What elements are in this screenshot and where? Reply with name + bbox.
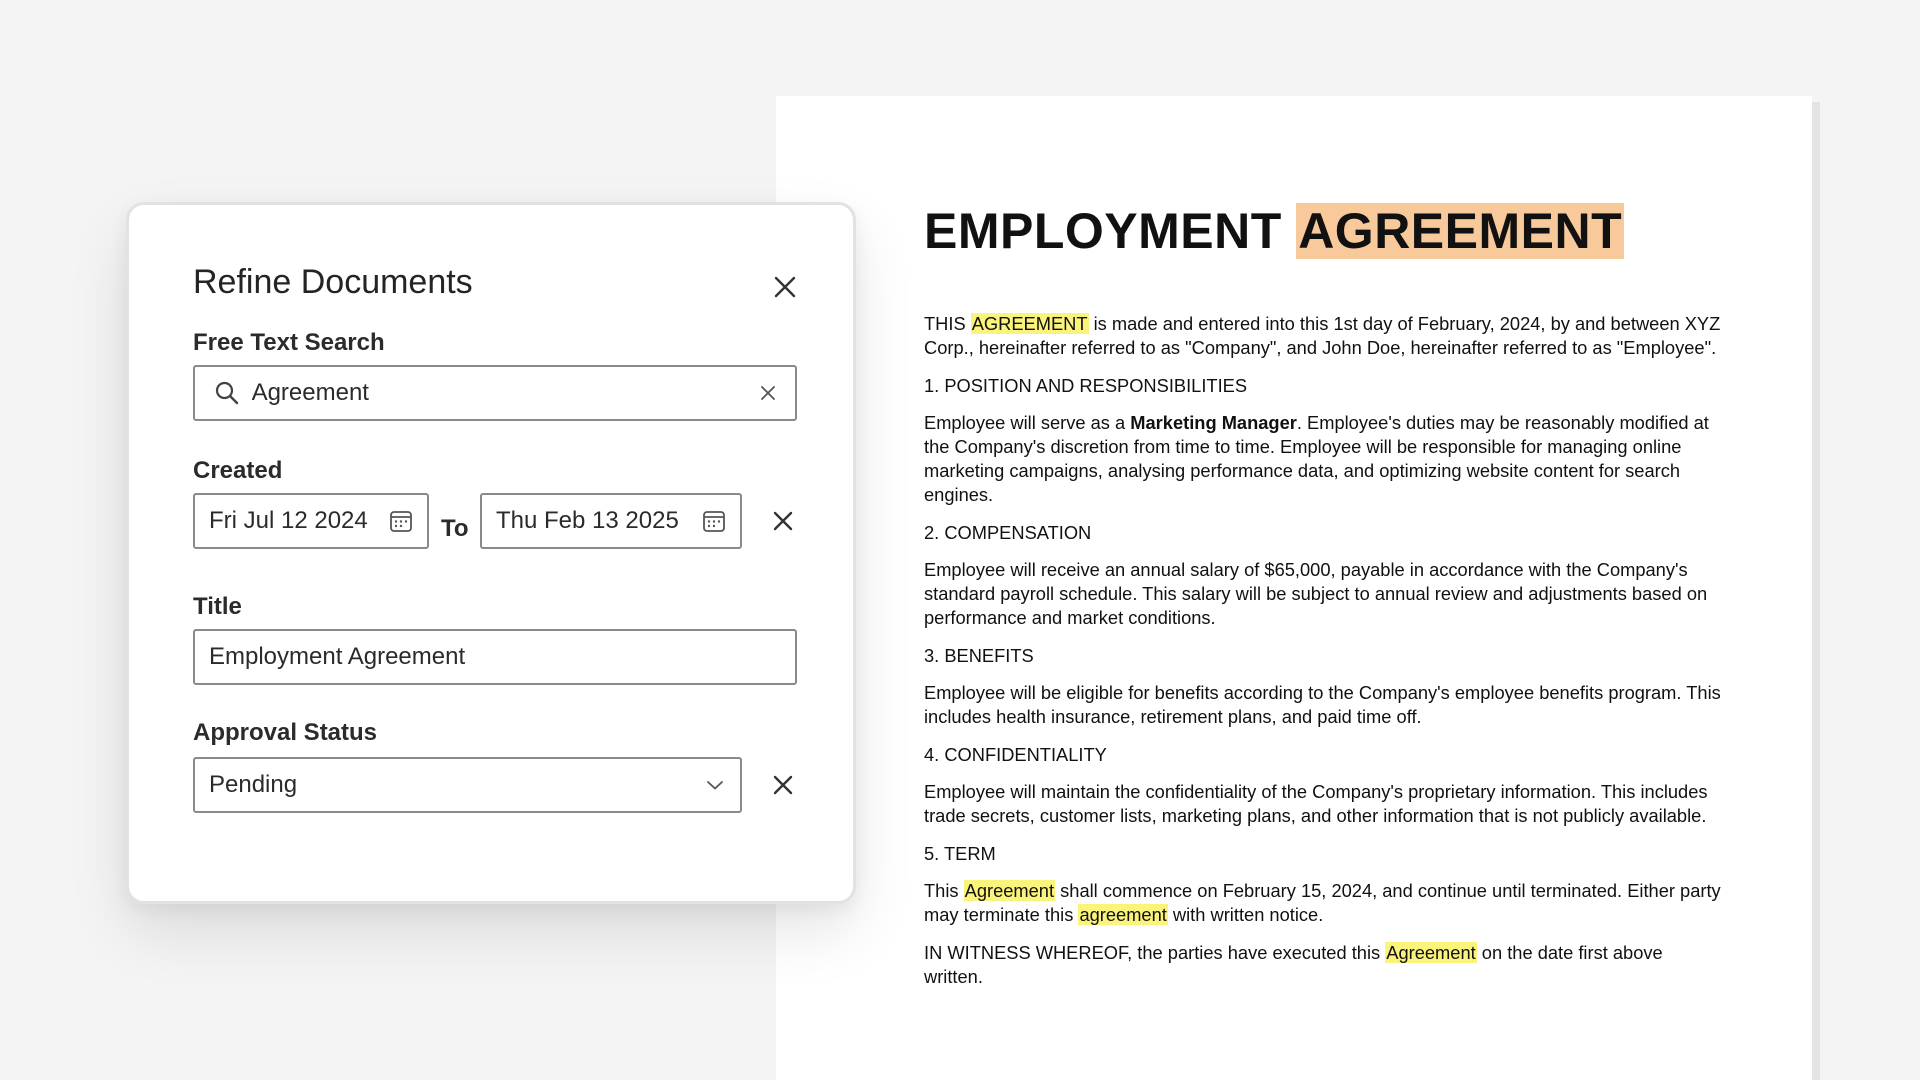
paragraph-text: shall commence on February 15, 2024, and continue until terminated. Either party may terminate this (924, 880, 1721, 925)
close-button[interactable] (769, 271, 801, 303)
date-to-field[interactable] (480, 493, 742, 549)
paragraph-compensation: Employee will receive an annual salary of $65,000, payable in accordance with the Company's standard payroll schedule. This salary will be subject to annual review and adjustments based on performance and market conditions. (924, 559, 1708, 628)
panel-title: Refine Documents (193, 263, 473, 301)
paragraph-text: is made and entered into this 1st day of February, 2024, by and between XYZ Corp., hereinafter referred to as "Company", and John Doe, hereinafter referred to as "Employee". (924, 313, 1721, 358)
section-heading: 3. BENEFITS (924, 645, 1034, 666)
date-to-calendar-button[interactable] (698, 509, 730, 533)
date-from-field[interactable] (193, 493, 429, 549)
document-title-highlight: AGREEMENT (1298, 203, 1623, 259)
paragraph-text: IN WITNESS WHEREOF, the parties have executed this (924, 942, 1386, 963)
paragraph-benefits: Employee will be eligible for benefits according to the Company's employee benefits program. This includes health insurance, retirement plans, and paid time off. (924, 682, 1721, 727)
date-to-input[interactable] (496, 507, 686, 535)
calendar-icon (702, 509, 726, 533)
approval-status-label: Approval Status (193, 719, 378, 746)
date-from-input[interactable] (209, 507, 369, 535)
bold-text: Marketing Manager (1130, 412, 1297, 433)
free-text-search-label: Free Text Search (193, 329, 385, 356)
paragraph-text: on the date first above written. (924, 942, 1663, 987)
paragraph-text: . Employee's duties may be reasonably modified at the Company's discretion from time to time. Employee will be responsible for managing online marketing campaigns, analysing performance data, and optimizing website content for search engines. (924, 412, 1709, 505)
search-highlight: Agreement (964, 880, 1055, 901)
paragraph-intro (924, 312, 1724, 360)
search-highlight: AGREEMENT (971, 313, 1088, 334)
chevron-down-icon (700, 779, 730, 791)
title-label: Title (193, 593, 242, 620)
clear-search-button[interactable] (756, 385, 781, 401)
to-label: To (441, 515, 469, 542)
paragraph-position (924, 411, 1724, 507)
document-page (776, 96, 1812, 1080)
paragraph-term (924, 879, 1724, 927)
section-heading: 5. TERM (924, 843, 996, 864)
document-title (924, 196, 1624, 266)
section-heading: 2. COMPENSATION (924, 522, 1092, 543)
search-input[interactable] (252, 379, 756, 407)
document-body (924, 312, 1724, 1003)
paragraph-text: THIS (924, 313, 971, 334)
paragraph-text: Employee will serve as a (924, 412, 1131, 433)
paragraph-text: This (924, 880, 964, 901)
search-field[interactable] (193, 365, 797, 421)
close-icon (772, 774, 794, 796)
section-heading: 1. POSITION AND RESPONSIBILITIES (924, 375, 1248, 396)
title-field[interactable] (193, 629, 797, 685)
close-icon (772, 510, 794, 532)
search-highlight: Agreement (1386, 942, 1476, 963)
close-icon (773, 275, 797, 299)
paragraph-text: with written notice. (1167, 904, 1324, 925)
paragraph-witness (924, 941, 1724, 989)
approval-status-dropdown[interactable] (193, 757, 742, 813)
clear-icon (760, 385, 776, 401)
created-label: Created (193, 457, 283, 484)
approval-status-value: Pending (209, 771, 298, 798)
section-heading: 4. CONFIDENTIALITY (924, 744, 1107, 765)
calendar-icon (389, 509, 413, 533)
search-icon (213, 380, 242, 406)
clear-created-button[interactable] (767, 505, 799, 537)
title-input[interactable] (209, 643, 795, 671)
date-from-calendar-button[interactable] (385, 509, 417, 533)
paragraph-confidentiality: Employee will maintain the confidentiality of the Company's proprietary information. This includes trade secrets, customer lists, marketing plans, and other information that is not publicly available. (924, 781, 1708, 826)
clear-approval-button[interactable] (767, 769, 799, 801)
search-highlight: agreement (1079, 904, 1167, 925)
document-title-text: EMPLOYMENT (924, 203, 1297, 259)
refine-documents-panel (126, 202, 856, 904)
